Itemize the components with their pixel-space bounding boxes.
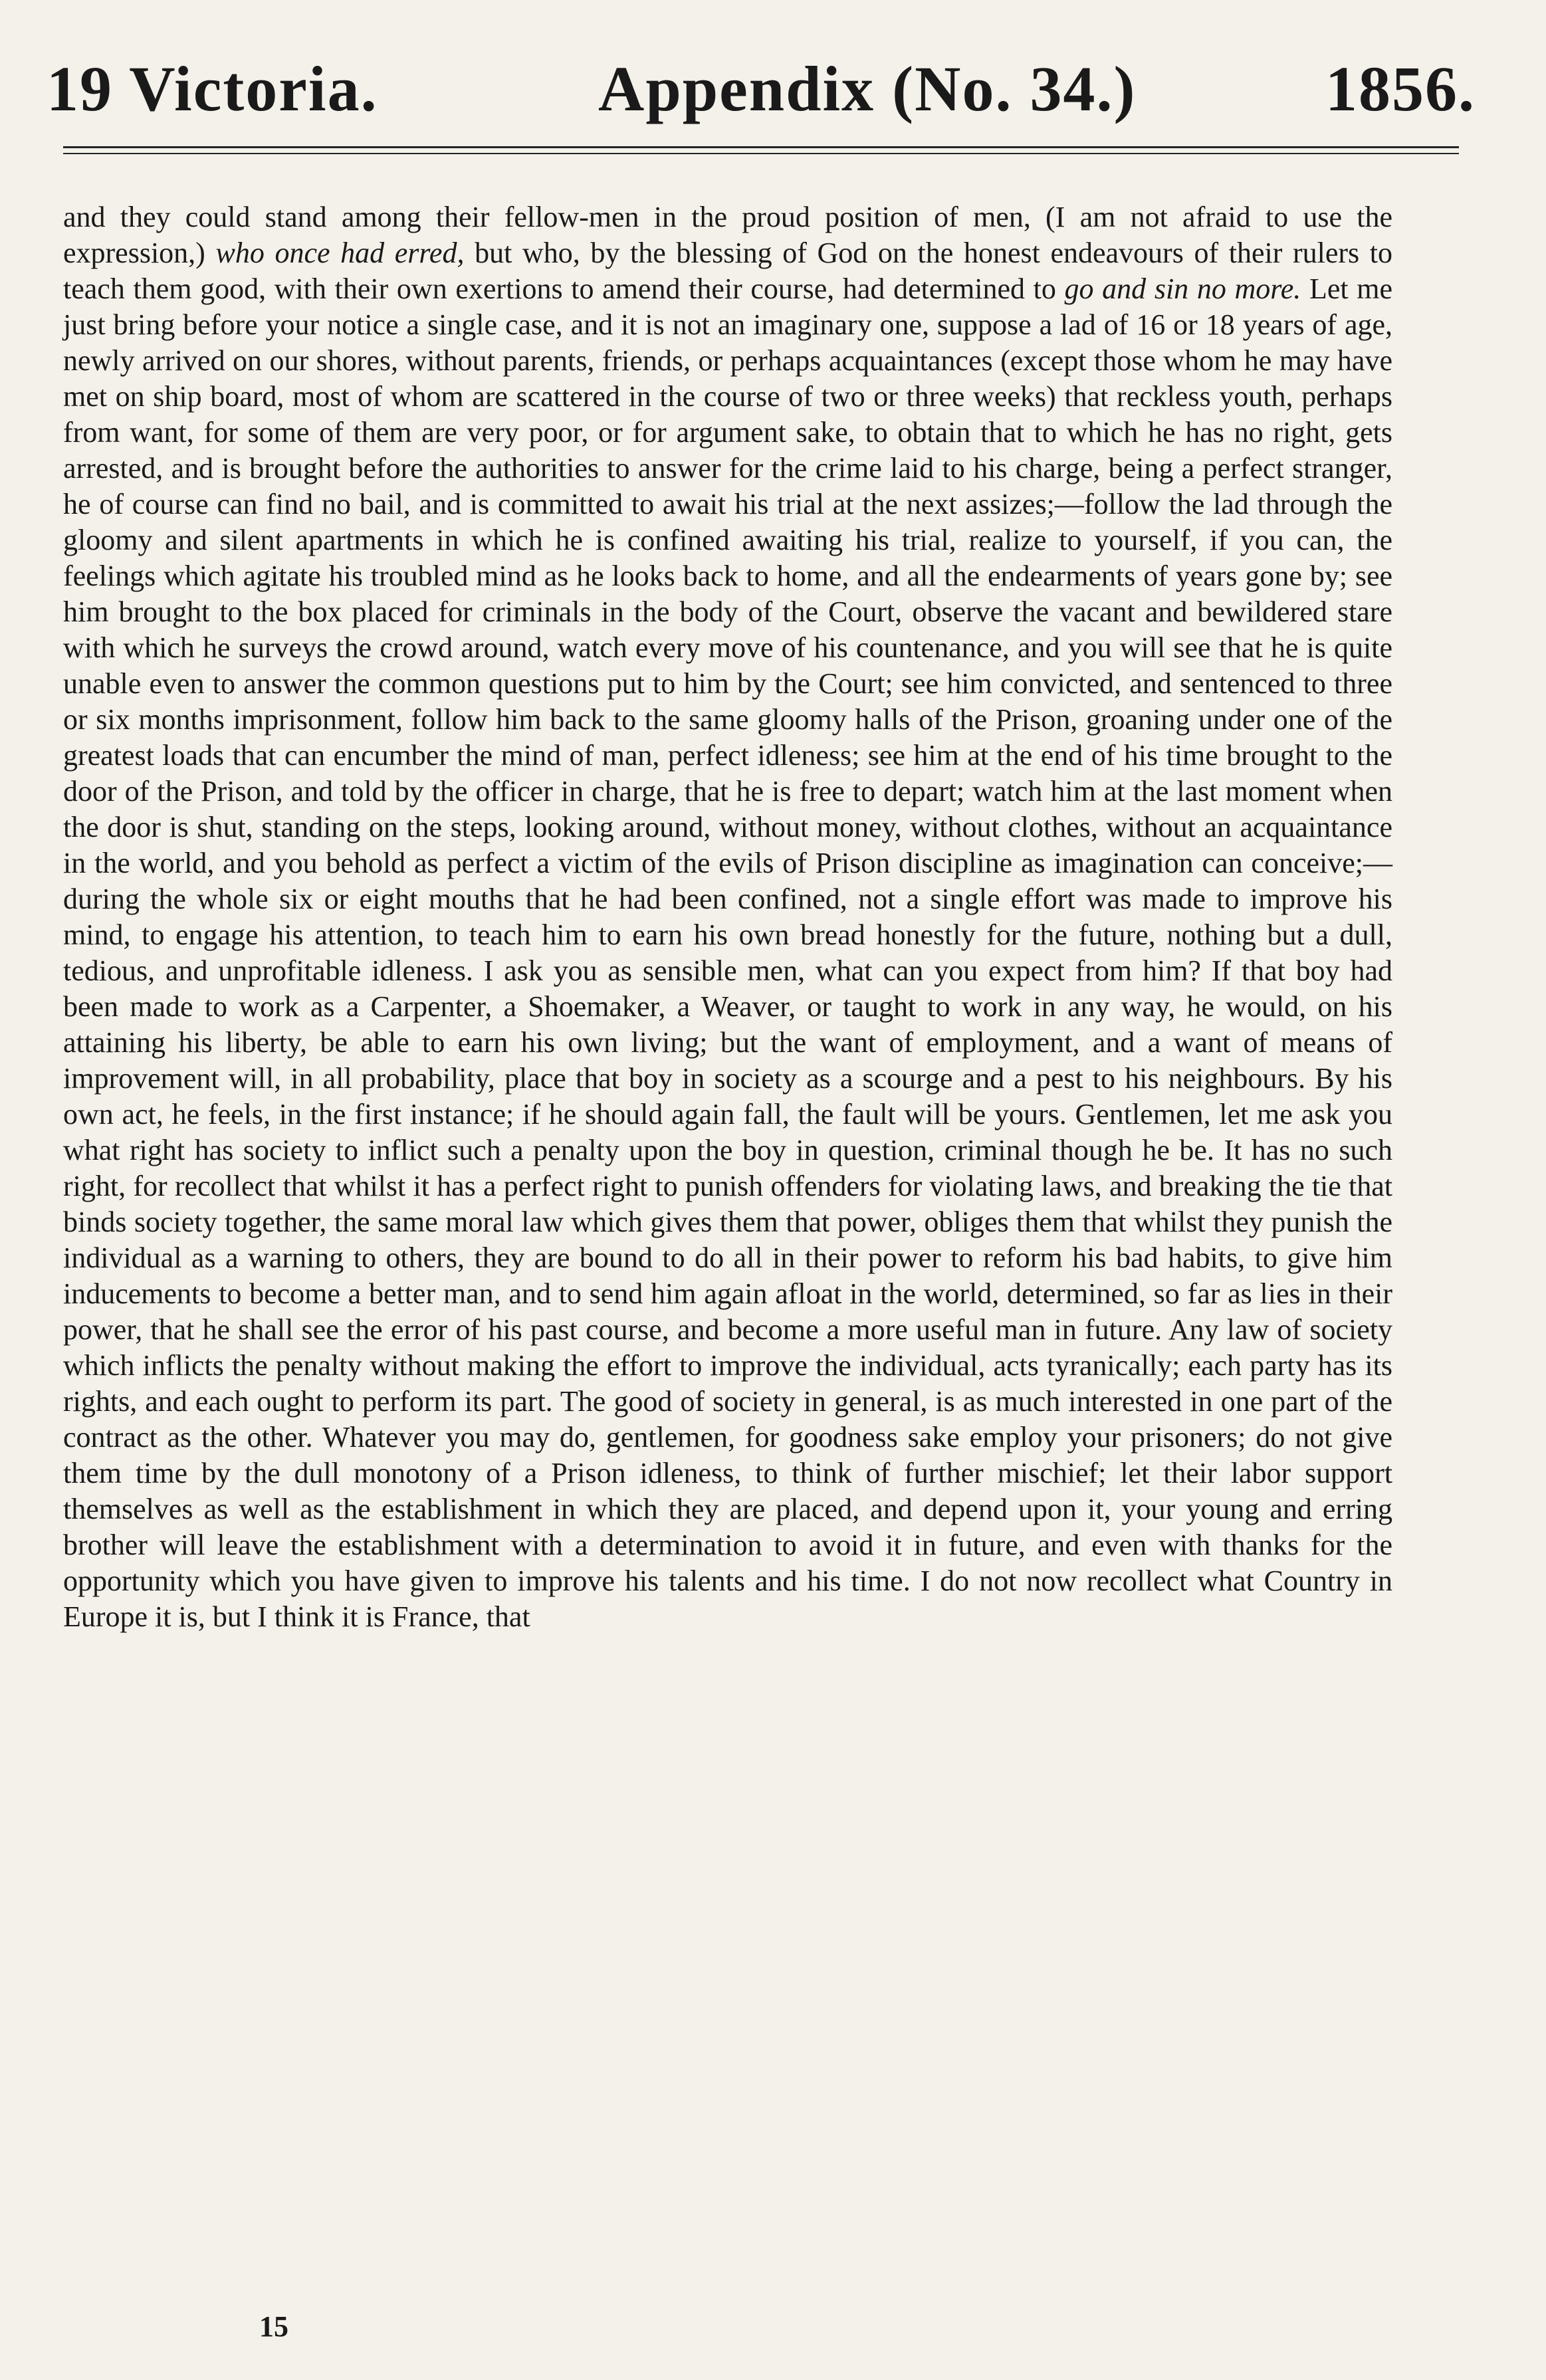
paragraph [63, 199, 1392, 1635]
body-paragraph [63, 199, 1392, 1635]
header-appendix-number: Appendix (No. 34.) [598, 53, 1137, 124]
text-run-3: Let me just bring before your notice a single case, and it is not an imaginary one, suppose a lad of 16 or 18 years of age, newly arrived on our shores, without parents, friends, or perhaps acquaintances (except those whom he may have met on ship board, most of whom are scattered in the course of two or three weeks) that reckless youth, perhaps from want, for some of them are very poor, or for argument sake, to obtain that to which he has no right, gets arrested, and is brought before the authorities to answer for the crime laid to his charge, being a perfect stranger, he of course can find no bail, and is committed to await his trial at the next assizes;—follow the lad through the gloomy and silent apartments in which he is confined awaiting his trial, realize to yourself, if you can, the feelings which agitate his troubled mind as he looks back to home, and all the endearments of years gone by; see him brought to the box placed for criminals in the body of the Court, observe the vacant and bewildered stare with which he surveys the crowd around, watch every move of his countenance, and you will see that he is quite unable even to answer the common questions put to him by the Court; see him convicted, and sentenced to three or six months imprisonment, follow him back to the same gloomy halls of the Prison, groaning under one of the greatest loads that can encumber the mind of man, perfect idleness; see him at the end of his time brought to the door of the Prison, and told by the officer in charge, that he is free to depart; watch him at the last moment when the door is shut, standing on the steps, looking around, without money, without clothes, without an acquaintance in the world, and you behold as perfect a victim of the evils of Prison discipline as imagination can conceive;—during the whole six or eight mouths that he had been confined, not a single effort was made to improve his mind, to engage his attention, to teach him to earn his own bread honestly for the future, nothing but a dull, tedious, and unprofitable idleness. I ask you as sensible men, what can you expect from him? If that boy had been made to work as a Carpenter, a Shoemaker, a Weaver, or taught to work in any way, he would, on his attaining his liberty, be able to earn his own living; but the want of employment, and a want of means of improvement will, in all probability, place that boy in society as a scourge and a pest to his neighbours. By his own act, he feels, in the first instance; if he should again fall, the fault will be yours. Gentlemen, let me ask you what right has society to inflict such a penalty upon the boy in question, criminal though he be. It has no such right, for recollect that whilst it has a perfect right to punish offenders for violating laws, and breaking the tie that binds society together, the same moral law which gives them that power, obliges them that whilst they punish the individual as a warning to others, they are bound to do all in their power to reform his bad habits, to give him inducements to become a better man, and to send him again afloat in the world, determined, so far as lies in their power, that he shall see the error of his past course, and become a more useful man in future. Any law of society which inflicts the penalty without making the effort to improve the individual, acts tyranically; each party has its rights, and each ought to perform its part. The good of society in general, is as much interested in one part of the contract as the other. Whatever you may do, gentlemen, for goodness sake employ your prisoners; do not give them time by the dull monotony of a Prison idleness, to think of further mischief; let their labor support themselves as well as the establishment in which they are placed, and depend upon it, your young and erring brother will leave the establishment with a determination to avoid it in future, and even with thanks for the opportunity which you have given to improve his talents and his time. I do not now recollect what Country in Europe it is, but I think it is France, that [63, 272, 1392, 1633]
text-run-1: and they could stand among their fellow-men in the proud position of men, (I am not afraid to use the expression,) [63, 201, 1392, 269]
header-year: 1856. [1325, 53, 1476, 124]
header-rule-thin [63, 153, 1459, 154]
header-rule-thick [63, 146, 1459, 148]
header-regnal-year: 19 Victoria. [47, 53, 378, 124]
italic-phrase-erred: who once had erred, [215, 237, 465, 269]
running-header [47, 52, 1476, 125]
text-run-2: but who, by the blessing of God on the honest endeavours of their rulers to teach them good, with their own exertions to amend their course, had determined to [63, 237, 1393, 305]
italic-phrase-sin-no-more: go and sin no more. [1064, 272, 1301, 305]
page-number: 15 [259, 2310, 288, 2343]
